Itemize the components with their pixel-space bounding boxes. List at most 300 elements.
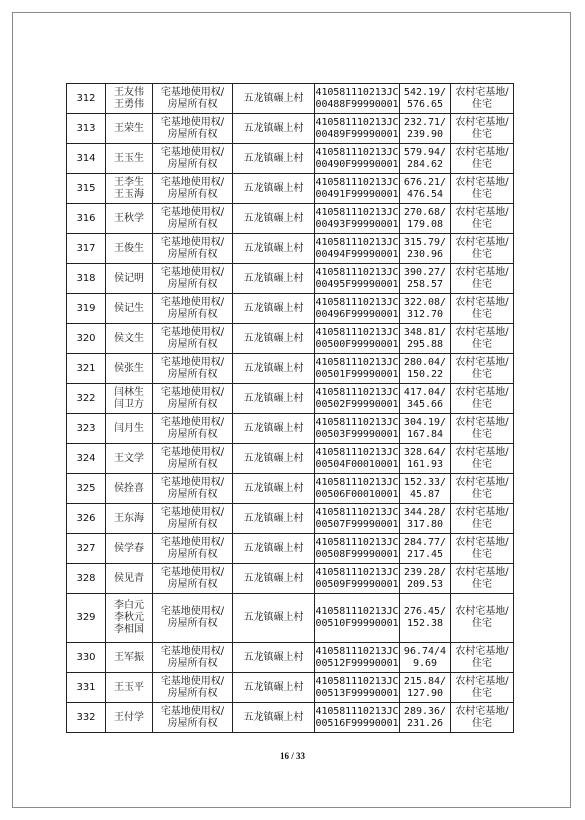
table-row [67,174,514,204]
area-cell-line: 276.45/ [403,606,447,617]
unit-code-cell-line: 410581110213JC [315,675,399,687]
owner-name-cell [106,294,153,324]
land-use-cell-line: 住宅 [472,368,492,380]
unit-code-cell-line: 410581110213JC [315,476,399,488]
unit-code-cell-line: 410581110213JC [315,176,399,188]
land-use-cell [451,174,514,204]
unit-code-cell [315,354,400,384]
unit-code-cell [315,564,400,594]
owner-name-cell [106,114,153,144]
row-number-cell: 330 [67,643,106,673]
table-row [67,84,514,114]
table-row [67,643,514,673]
right-type-cell [153,384,233,414]
land-use-cell-line: 农村宅基地/ [455,116,509,128]
area-cell [400,204,451,234]
table-row [67,594,514,643]
unit-code-cell-line: 410581110213JC [315,86,399,98]
land-use-cell [451,384,514,414]
right-type-cell-line: 房屋所有权 [167,158,218,170]
owner-name-cell [106,673,153,703]
owner-name-cell-line: 王荣生 [114,122,144,134]
land-use-cell-line: 住宅 [472,218,492,230]
location-cell: 五龙镇碾上村 [233,234,315,264]
right-type-cell-line: 宅基地使用权/ [160,476,225,488]
unit-code-cell [315,444,400,474]
land-use-cell-line: 住宅 [472,578,492,590]
owner-name-cell [106,504,153,534]
owner-name-cell [106,384,153,414]
owner-name-cell-line: 王军振 [114,651,144,663]
right-type-cell-line: 宅基地使用权/ [160,146,225,158]
land-use-cell [451,84,514,114]
unit-code-cell-line: 00488F99990001 [315,98,399,110]
row-number-cell: 329 [67,594,106,643]
right-type-cell [153,144,233,174]
area-cell-line: 284.62 [406,158,444,170]
unit-code-cell-line: 00502F99990001 [315,398,399,410]
right-type-cell [153,264,233,294]
land-use-cell-line: 住宅 [472,398,492,410]
unit-code-cell-line: 00516F99990001 [315,717,399,729]
owner-name-cell-line: 王李生 [114,176,144,188]
area-cell-line: 315.79/ [403,236,447,248]
location-cell: 五龙镇碾上村 [233,264,315,294]
right-type-cell-line: 房屋所有权 [167,218,218,230]
row-number-cell: 314 [67,144,106,174]
unit-code-cell-line: 00500F99990001 [315,338,399,350]
right-type-cell-line: 房屋所有权 [167,338,218,350]
owner-name-cell-line: 李相国 [114,624,144,635]
land-use-cell-line: 农村宅基地/ [455,146,509,158]
table-row [67,673,514,703]
land-use-cell-line: 农村宅基地/ [455,326,509,338]
area-cell-line: 152.38 [406,618,444,629]
area-cell-line: 270.68/ [403,206,447,218]
owner-name-cell [106,324,153,354]
right-type-cell-line: 房屋所有权 [167,398,218,410]
area-cell [400,564,451,594]
right-type-cell-line: 房屋所有权 [167,618,218,629]
right-type-cell [153,84,233,114]
table-row [67,444,514,474]
area-cell-line: 676.21/ [403,176,447,188]
row-number-cell: 315 [67,174,106,204]
right-type-cell-line: 宅基地使用权/ [160,416,225,428]
owner-name-cell-line: 王玉海 [114,188,144,200]
location-cell: 五龙镇碾上村 [233,414,315,444]
land-use-cell-line: 住宅 [472,518,492,530]
right-type-cell-line: 房屋所有权 [167,578,218,590]
area-cell-line: 96.74/4 [403,645,447,657]
row-number-cell: 320 [67,324,106,354]
land-use-cell [451,264,514,294]
area-cell [400,264,451,294]
owner-name-cell [106,234,153,264]
area-cell-line: 284.77/ [403,536,447,548]
area-cell [400,594,451,643]
area-cell [400,474,451,504]
land-use-cell-line: 农村宅基地/ [455,356,509,368]
area-cell-line: 476.54 [406,188,444,200]
land-use-cell [451,444,514,474]
table-row [67,324,514,354]
unit-code-cell [315,204,400,234]
owner-name-cell [106,444,153,474]
land-use-cell-line: 住宅 [472,428,492,440]
owner-name-cell-line: 王秋学 [114,212,144,224]
land-use-cell-line: 住宅 [472,618,492,629]
land-use-cell-line: 住宅 [472,188,492,200]
area-cell-line: 258.57 [406,278,444,290]
right-type-cell-line: 房屋所有权 [167,278,218,290]
land-use-cell-line: 农村宅基地/ [455,606,509,617]
right-type-cell-line: 宅基地使用权/ [160,705,225,717]
unit-code-cell-line: 410581110213JC [315,506,399,518]
owner-name-cell-line: 侯记明 [114,272,144,284]
location-cell: 五龙镇碾上村 [233,354,315,384]
row-number-cell: 328 [67,564,106,594]
area-cell-line: 217.45 [406,548,444,560]
area-cell-line: 579.94/ [403,146,447,158]
area-cell-line: 152.33/ [403,476,447,488]
land-use-cell [451,673,514,703]
land-use-cell [451,414,514,444]
land-use-cell-line: 农村宅基地/ [455,446,509,458]
right-type-cell-line: 房屋所有权 [167,128,218,140]
owner-name-cell [106,144,153,174]
table-row [67,294,514,324]
area-cell-line: 150.22 [406,368,444,380]
unit-code-cell-line: 00506F00010001 [315,488,399,500]
right-type-cell-line: 房屋所有权 [167,488,218,500]
area-cell [400,234,451,264]
unit-code-cell-line: 00489F99990001 [315,128,399,140]
land-use-cell-line: 农村宅基地/ [455,566,509,578]
area-cell-line: 45.87 [409,488,441,500]
land-use-cell [451,564,514,594]
location-cell: 五龙镇碾上村 [233,384,315,414]
land-use-cell-line: 住宅 [472,687,492,699]
right-type-cell-line: 房屋所有权 [167,518,218,530]
unit-code-cell [315,504,400,534]
owner-name-cell [106,643,153,673]
unit-code-cell-line: 00503F99990001 [315,428,399,440]
table-row [67,204,514,234]
area-cell-line: 215.84/ [403,675,447,687]
area-cell [400,144,451,174]
table-row [67,534,514,564]
unit-code-cell-line: 410581110213JC [315,326,399,338]
table-row [67,234,514,264]
row-number-cell: 332 [67,703,106,733]
right-type-cell-line: 宅基地使用权/ [160,86,225,98]
table-row [67,703,514,733]
unit-code-cell [315,643,400,673]
right-type-cell-line: 房屋所有权 [167,548,218,560]
owner-name-cell-line: 闫月生 [114,422,144,434]
row-number-cell: 312 [67,84,106,114]
unit-code-cell [315,114,400,144]
right-type-cell-line: 宅基地使用权/ [160,645,225,657]
area-cell-line: 231.26 [406,717,444,729]
registration-table [66,83,514,733]
right-type-cell [153,703,233,733]
location-cell: 五龙镇碾上村 [233,114,315,144]
area-cell-line: 348.81/ [403,326,447,338]
right-type-cell [153,414,233,444]
unit-code-cell-line: 410581110213JC [315,236,399,248]
area-cell-line: 322.08/ [403,296,447,308]
unit-code-cell-line: 00513F99990001 [315,687,399,699]
land-use-cell [451,354,514,384]
unit-code-cell-line: 00512F99990001 [315,657,399,669]
right-type-cell [153,234,233,264]
unit-code-cell-line: 410581110213JC [315,356,399,368]
unit-code-cell-line: 410581110213JC [315,206,399,218]
area-cell-line: 179.08 [406,218,444,230]
land-use-cell [451,504,514,534]
location-cell: 五龙镇碾上村 [233,673,315,703]
area-cell-line: 232.71/ [403,116,447,128]
land-use-cell [451,703,514,733]
location-cell: 五龙镇碾上村 [233,474,315,504]
right-type-cell-line: 宅基地使用权/ [160,116,225,128]
right-type-cell-line: 宅基地使用权/ [160,176,225,188]
unit-code-cell-line: 410581110213JC [315,446,399,458]
area-cell-line: 295.88 [406,338,444,350]
unit-code-cell-line: 410581110213JC [315,536,399,548]
owner-name-cell [106,564,153,594]
unit-code-cell-line: 00509F99990001 [315,578,399,590]
location-cell: 五龙镇碾上村 [233,594,315,643]
right-type-cell-line: 宅基地使用权/ [160,206,225,218]
unit-code-cell [315,673,400,703]
owner-name-cell-line: 王玉平 [114,681,144,693]
table-row [67,414,514,444]
right-type-cell [153,564,233,594]
owner-name-cell-line: 闫卫方 [114,398,144,410]
land-use-cell [451,594,514,643]
land-use-cell [451,144,514,174]
unit-code-cell [315,474,400,504]
right-type-cell [153,504,233,534]
location-cell: 五龙镇碾上村 [233,294,315,324]
right-type-cell-line: 宅基地使用权/ [160,606,225,617]
unit-code-cell [315,703,400,733]
unit-code-cell-line: 00508F99990001 [315,548,399,560]
unit-code-cell [315,174,400,204]
right-type-cell [153,294,233,324]
land-use-cell-line: 住宅 [472,248,492,260]
right-type-cell-line: 房屋所有权 [167,248,218,260]
unit-code-cell [315,294,400,324]
unit-code-cell [315,324,400,354]
area-cell [400,534,451,564]
right-type-cell-line: 宅基地使用权/ [160,326,225,338]
row-number-cell: 331 [67,673,106,703]
owner-name-cell-line: 王文学 [114,452,144,464]
right-type-cell-line: 房屋所有权 [167,98,218,110]
area-cell-line: 167.84 [406,428,444,440]
unit-code-cell [315,234,400,264]
unit-code-cell-line: 00496F99990001 [315,308,399,320]
location-cell: 五龙镇碾上村 [233,534,315,564]
table-row [67,354,514,384]
land-use-cell [451,114,514,144]
owner-name-cell-line: 王友伟 [114,86,144,98]
owner-name-cell-line: 侯张生 [114,362,144,374]
right-type-cell [153,594,233,643]
owner-name-cell [106,414,153,444]
area-cell [400,84,451,114]
registration-table-body [67,84,514,733]
area-cell-line: 345.66 [406,398,444,410]
unit-code-cell-line: 410581110213JC [315,566,399,578]
right-type-cell-line: 房屋所有权 [167,308,218,320]
right-type-cell-line: 宅基地使用权/ [160,356,225,368]
owner-name-cell-line: 王东海 [114,512,144,524]
right-type-cell-line: 房屋所有权 [167,188,218,200]
area-cell-line: 161.93 [406,458,444,470]
location-cell: 五龙镇碾上村 [233,703,315,733]
unit-code-cell-line: 410581110213JC [315,116,399,128]
table-row [67,504,514,534]
unit-code-cell [315,264,400,294]
unit-code-cell-line: 00507F99990001 [315,518,399,530]
land-use-cell-line: 住宅 [472,458,492,470]
land-use-cell-line: 农村宅基地/ [455,476,509,488]
location-cell: 五龙镇碾上村 [233,504,315,534]
table-row [67,564,514,594]
row-number-cell: 324 [67,444,106,474]
owner-name-cell [106,474,153,504]
land-use-cell [451,643,514,673]
owner-name-cell [106,594,153,643]
location-cell: 五龙镇碾上村 [233,324,315,354]
unit-code-cell [315,534,400,564]
right-type-cell [153,444,233,474]
area-cell [400,354,451,384]
row-number-cell: 327 [67,534,106,564]
area-cell-line: 127.90 [406,687,444,699]
area-cell [400,174,451,204]
row-number-cell: 322 [67,384,106,414]
owner-name-cell-line: 侯见青 [114,572,144,584]
owner-name-cell-line: 闫林生 [114,386,144,398]
unit-code-cell-line: 410581110213JC [315,705,399,717]
land-use-cell-line: 农村宅基地/ [455,705,509,717]
unit-code-cell-line: 00493F99990001 [315,218,399,230]
unit-code-cell-line: 00494F99990001 [315,248,399,260]
unit-code-cell [315,594,400,643]
table-row [67,264,514,294]
area-cell-line: 417.04/ [403,386,447,398]
land-use-cell-line: 农村宅基地/ [455,266,509,278]
location-cell: 五龙镇碾上村 [233,643,315,673]
owner-name-cell [106,174,153,204]
owner-name-cell-line: 王俊生 [114,242,144,254]
unit-code-cell [315,84,400,114]
land-use-cell [451,324,514,354]
unit-code-cell [315,414,400,444]
area-cell-line: 542.19/ [403,86,447,98]
owner-name-cell-line: 李秋元 [114,612,144,623]
land-use-cell-line: 农村宅基地/ [455,645,509,657]
owner-name-cell-line: 李白元 [114,600,144,611]
unit-code-cell-line: 410581110213JC [315,606,399,617]
unit-code-cell [315,384,400,414]
table-row [67,114,514,144]
row-number-cell: 326 [67,504,106,534]
table-row [67,144,514,174]
right-type-cell [153,673,233,703]
row-number-cell: 316 [67,204,106,234]
unit-code-cell-line: 00490F99990001 [315,158,399,170]
owner-name-cell-line: 王付学 [114,711,144,723]
area-cell [400,114,451,144]
right-type-cell [153,534,233,564]
land-use-cell-line: 住宅 [472,308,492,320]
land-use-cell [451,474,514,504]
right-type-cell-line: 宅基地使用权/ [160,266,225,278]
unit-code-cell-line: 410581110213JC [315,296,399,308]
land-use-cell [451,234,514,264]
row-number-cell: 313 [67,114,106,144]
land-use-cell-line: 农村宅基地/ [455,296,509,308]
unit-code-cell-line: 00495F99990001 [315,278,399,290]
right-type-cell [153,643,233,673]
land-use-cell-line: 农村宅基地/ [455,536,509,548]
area-cell [400,384,451,414]
area-cell-line: 312.70 [406,308,444,320]
area-cell-line: 239.90 [406,128,444,140]
area-cell-line: 317.80 [406,518,444,530]
owner-name-cell [106,204,153,234]
location-cell: 五龙镇碾上村 [233,204,315,234]
unit-code-cell [315,144,400,174]
land-use-cell-line: 农村宅基地/ [455,416,509,428]
owner-name-cell [106,84,153,114]
location-cell: 五龙镇碾上村 [233,174,315,204]
land-use-cell-line: 住宅 [472,488,492,500]
unit-code-cell-line: 410581110213JC [315,266,399,278]
owner-name-cell [106,354,153,384]
right-type-cell [153,204,233,234]
unit-code-cell-line: 00491F99990001 [315,188,399,200]
right-type-cell-line: 宅基地使用权/ [160,236,225,248]
right-type-cell [153,114,233,144]
row-number-cell: 318 [67,264,106,294]
owner-name-cell [106,534,153,564]
area-cell-line: 209.53 [406,578,444,590]
location-cell: 五龙镇碾上村 [233,84,315,114]
land-use-cell-line: 农村宅基地/ [455,506,509,518]
land-use-cell-line: 农村宅基地/ [455,236,509,248]
right-type-cell [153,474,233,504]
land-use-cell [451,294,514,324]
land-use-cell-line: 住宅 [472,657,492,669]
land-use-cell-line: 住宅 [472,548,492,560]
right-type-cell-line: 房屋所有权 [167,717,218,729]
unit-code-cell-line: 00504F00010001 [315,458,399,470]
area-cell [400,504,451,534]
row-number-cell: 319 [67,294,106,324]
area-cell [400,444,451,474]
area-cell-line: 9.69 [412,657,438,669]
row-number-cell: 323 [67,414,106,444]
right-type-cell-line: 宅基地使用权/ [160,296,225,308]
